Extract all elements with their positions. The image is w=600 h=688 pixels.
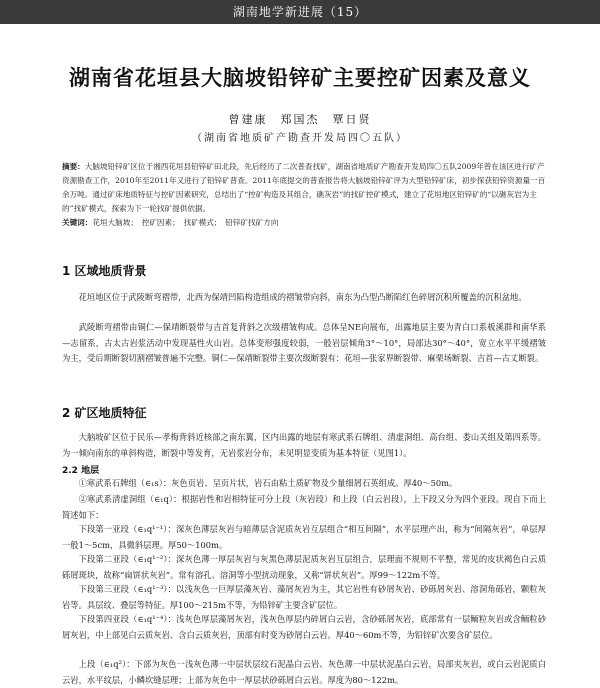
section-1-heading: 1 区域地质背景 (62, 264, 147, 278)
strata-item-5: 下段第三亚段（∈₁q¹⁻³）：以浅灰色一巨厚层藻灰岩、藻屑灰岩为主，其它岩性有砂屑灰岩、砂砾屑灰岩、溶洞角砾岩，颗粒灰岩等。具层纹、叠层等特征。厚100～215m不等，为铅锌矿主要含矿层位。 (62, 584, 546, 610)
running-title: 湖南地学新进展（15） (232, 5, 368, 19)
running-header (0, 0, 600, 24)
subsection-heading: 2.2 地层 (62, 466, 100, 476)
section-2-paragraph-1: 大脑坡矿区位于民乐—孝梅背斜近核部之南东翼，区内出露的地层有寒武系石牌组、清虚洞组、高台组、娄山关组及第四系等。为一倾向南东的单斜构造，断裂中等发育，无岩浆岩分布，未见明显变质为基本特征（见图1）。 (62, 432, 546, 458)
keywords-text: 花垣大脑坡； 控矿因素； 找矿模式； 铅锌矿找矿方向 (92, 218, 279, 227)
keywords (62, 217, 546, 229)
section-2-heading: 2 矿区地质特征 (62, 406, 147, 420)
strata-item-4: 下段第二亚段（∈₁q¹⁻²）：深灰色薄一厚层灰岩与灰黑色薄层泥质灰岩互层组合，层理面不规则不平整，常见的皮状褐色白云质砾屑斑块，故称“扁饼状灰岩”。常有溶孔、溶洞等小型扰动现象，又称“饼状灰岩”。厚99～122m不等。 (62, 554, 546, 580)
section-1-paragraph-2: 武陵断弯褶带由铜仁—保靖断裂带与吉首复背斜之次级褶皱构成。总体呈NE向展布，出露地层主要为青白口系板溪群和南华系—志留系，古太古岩浆活动中发现基性火山岩。总体变形强度较弱，一般岩层倾角3°～10°，局部达30°～40°，宽立水平平缓褶皱为主，受后期断裂切割褶皱普遍不完整。铜仁—保靖断裂带主要次级断裂有：花垣—张家界断裂带、麻栗场断裂、吉首—古丈断裂。 (62, 322, 546, 363)
keywords-label: 关键词： (62, 218, 93, 227)
paper-title: 湖南省花垣县大脑坡铅锌矿主要控矿因素及意义 (69, 65, 531, 90)
abstract (62, 160, 546, 216)
strata-item-1: ①寒武系石牌组（∈₁s）：灰色页岩、呈页片状，岩石由粘土质矿物及少量细屑石英组成。厚40～50m。 (78, 478, 458, 488)
section-1-paragraph-1: 花垣地区位于武陵断弯褶带，北西为保靖凹陷构造组成的褶皱带向斜，南东为凸型凸断陷红色碎屑沉积所覆盖的沉积盆地。 (78, 292, 527, 302)
authors: 曾建康 郑国杰 覃日贤 (228, 113, 372, 126)
strata-item-6: 下段第四亚段（∈₁q¹⁻⁴）：浅灰色厚层藻屑灰岩，浅灰色厚层内碎屑白云岩，含砂砾屑灰岩，底部常有一层鲕粒灰岩或含鲕粒砂屑灰岩，中上部见白云质灰岩、含白云质灰岩，顶部有时变为砂屑白云岩。厚40～60m不等，为铅锌矿次要含矿层位。 (62, 614, 546, 640)
abstract-label: 摘要： (62, 162, 85, 171)
strata-item-7: 上段（∈₁q²）：下部为灰色一浅灰色薄一中层状层纹石泥晶白云岩、灰色薄一中层状泥晶白云岩，局部夹灰岩，或白云岩泥质白云岩，水平纹层，小鳞坎缝层理；上部为灰色中一厚层状砂砾屑白云岩。厚度为80～122m。 (62, 659, 546, 685)
affiliation: （湖南省地质矿产勘查开发局四〇五队） (192, 133, 408, 144)
abstract-text: 大脑坡铅锌矿区位于湘西花垣县铅锌矿田北段，先后经历了二次普查找矿，湖南省地质矿产勘查开发局四〇五队2009年曾在该区进行矿产资源勘查工作，2010年至2011年又进行了铅锌矿普查。2011年底提交的普查报告将大脑坡铅锌矿评为大型铅锌矿床，初步探获铅锌资源量一百余万吨。通过矿床地质特征与控矿因素研究，总结出了“控矿构造及其组合，礁灰岩”的找矿控矿模式，建立了花垣地区铅锌矿的“以礁灰岩为主的”找矿模式，探索为下一轮找矿提供依据。 (62, 162, 546, 213)
strata-item-2: ②寒武系清虚洞组（∈₁q）：根据岩性和岩相特征可分上段（灰岩段）和上段（白云岩段），上下段又分为四个亚段。现自下而上简述如下： (62, 494, 546, 520)
strata-item-3: 下段第一亚段（∈₁q¹⁻¹）：深灰色薄层灰岩与暗薄层含泥质灰岩互层组合“相互间隔”，水平层理产出，称为“间隔灰岩”，单层厚一般1～5cm，具微斜层理。厚50～100m。 (62, 524, 546, 550)
